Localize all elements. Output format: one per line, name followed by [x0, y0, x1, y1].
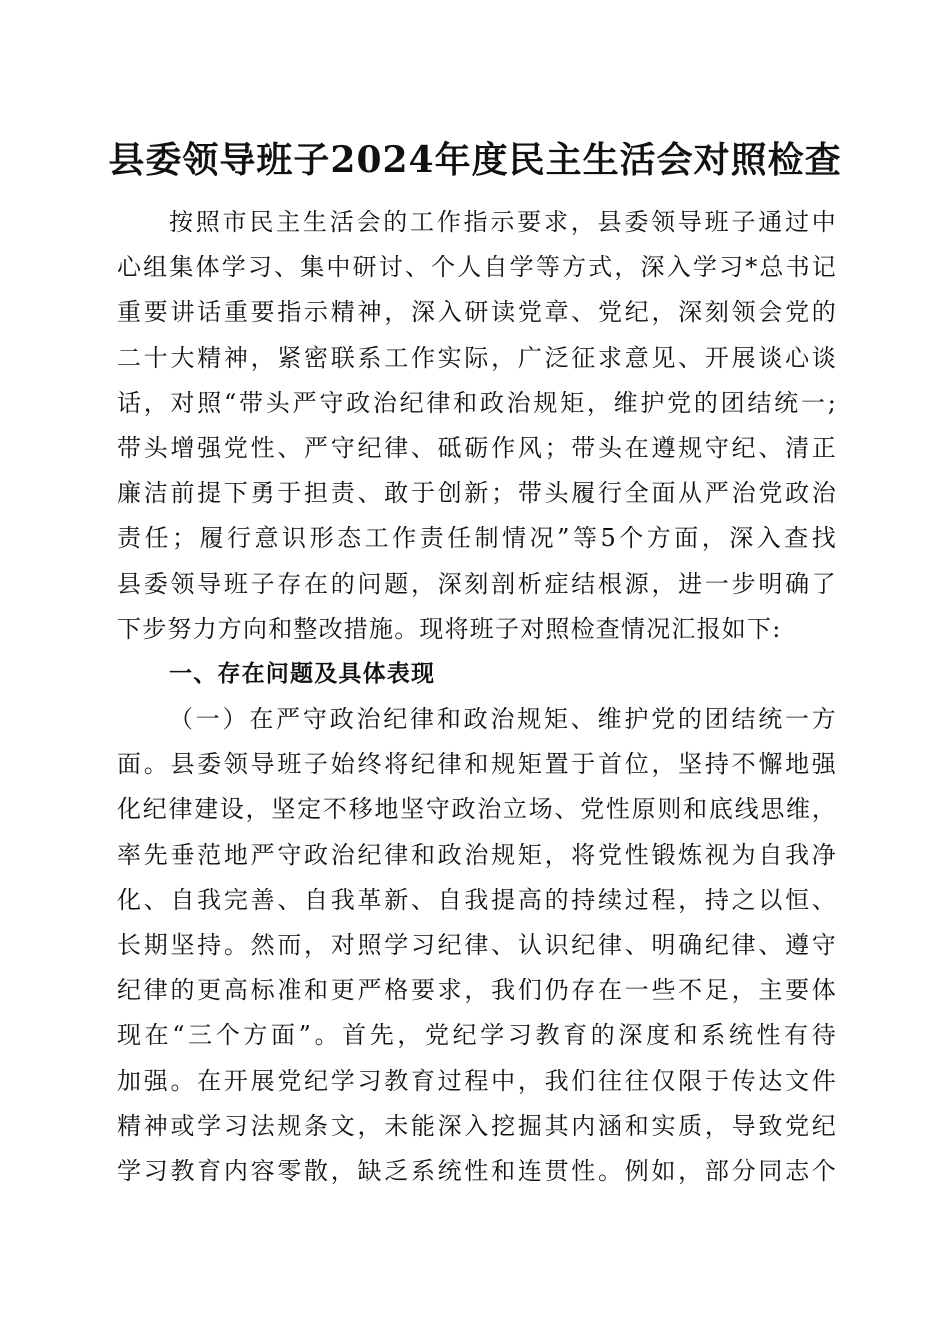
paragraph-line: 长期坚持。然而，对照学习纪律、认识纪律、明确纪律、遵守 — [117, 931, 837, 959]
paragraph-line: 化纪律建设，坚定不移地坚守政治立场、党性原则和底线思维， — [117, 795, 837, 824]
paragraph-line: 带头增强党性、严守纪律、砥砺作风；带头在遵规守纪、清正 — [117, 433, 837, 462]
paragraph-line: 责任；履行意识形态工作责任制情况”等5个方面，深入查找 — [117, 524, 837, 553]
paragraph-line: 心组集体学习、集中研讨、个人自学等方式，深入学习*总书记 — [117, 253, 837, 282]
paragraph-line: 学习教育内容零散，缺乏系统性和连贯性。例如，部分同志个 — [117, 1156, 837, 1185]
paragraph-line: 县委领导班子存在的问题，深刻剖析症结根源，进一步明确了 — [117, 569, 837, 598]
paragraph-line: 下步努力方向和整改措施。现将班子对照检查情况汇报如下: — [117, 614, 782, 643]
paragraph-line: 话，对照“带头严守政治纪律和政治规矩，维护党的团结统一; — [117, 388, 837, 417]
paragraph-line: 加强。在开展党纪学习教育过程中，我们往往仅限于传达文件 — [117, 1066, 837, 1095]
document-title: 县委领导班子2024年度民主生活会对照检查 — [108, 139, 842, 181]
paragraph-line: 按照市民主生活会的工作指示要求，县委领导班子通过中 — [169, 208, 837, 236]
paragraph-line: 重要讲话重要指示精神，深入研读党章、党纪，深刻领会党的 — [117, 298, 837, 327]
document-body — [117, 200, 837, 1194]
paragraph-line: 二十大精神，紧密联系工作实际，广泛征求意见、开展谈心谈 — [117, 343, 837, 372]
paragraph-line: 廉洁前提下勇于担责、敢于创新；带头履行全面从严治党政治 — [117, 479, 837, 508]
section-heading: 一、存在问题及具体表现 — [169, 660, 436, 687]
paragraph-line: 精神或学习法规条文，未能深入挖掘其内涵和实质，导致党纪 — [117, 1111, 837, 1140]
paragraph-line: 面。县委领导班子始终将纪律和规矩置于首位，坚持不懈地强 — [117, 750, 837, 779]
paragraph-line: 率先垂范地严守政治纪律和政治规矩，将党性锻炼视为自我净 — [117, 840, 837, 869]
paragraph-line: （一）在严守政治纪律和政治规矩、维护党的团结统一方 — [169, 705, 837, 734]
paragraph-line: 纪律的更高标准和更严格要求，我们仍存在一些不足，主要体 — [117, 976, 837, 1005]
paragraph-line: 现在“三个方面”。首先，党纪学习教育的深度和系统性有待 — [117, 1021, 837, 1050]
paragraph-line: 化、自我完善、自我革新、自我提高的持续过程，持之以恒、 — [117, 885, 837, 914]
